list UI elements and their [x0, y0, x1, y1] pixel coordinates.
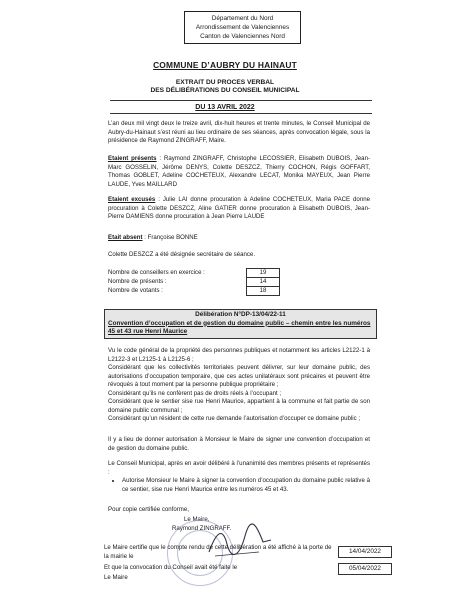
considerant-4: Considérant qu’un résident de cette rue demande l’autorisation d’occuper ce domaine public ;: [108, 415, 361, 422]
considerant-2: Considérant qu’ils ne confèrent pas de droits réels à l’occupant ;: [108, 389, 282, 397]
affichage-date: 14/04/2022: [338, 546, 392, 558]
count-value: 19: [247, 269, 280, 278]
presents-text: : Raymond ZINGRAFF, Christophe LECOSSIER, Elisabeth DUBOIS, Jean-Marc GOSSELIN, Jérôme DENYS, Colette DESZCZ, Thierry COCHON, Régis GOFFART, Thomas GOBLET, Adeline COCHETEUX, Alexandre LECAT, Monika MAYEUX, Jean Pierre LAUDE, Yves MAILLARD: [108, 155, 370, 188]
presents-paragraph: [108, 155, 370, 189]
divider-bottom: [110, 113, 372, 114]
header-arrondissement: Arrondissement de Valenciennes: [195, 24, 290, 31]
secretaire-line: Colette DESZCZ a été désignée secrétaire de séance.: [108, 251, 256, 258]
decision-intro: Le Conseil Municipal, après en avoir délibéré à l’unanimité des membres présents et représentés :: [108, 460, 370, 476]
convocation-date: 05/04/2022: [338, 563, 392, 575]
deliberation-box: [104, 309, 377, 339]
excuses-label: Etaient excusés: [108, 196, 156, 203]
signature-title: Le Maire,: [184, 516, 210, 523]
counts-table: [108, 268, 280, 296]
absent-label: Etait absent: [108, 234, 143, 241]
count-label: Nombre de présents :: [108, 278, 167, 285]
decision-item: • Autorise Monsieur le Maire à signer la convention d’occupation du domaine public relative à ce sentier, sise rue Henri Maurice entre les numéros 45 et 43.: [122, 477, 370, 494]
presents-label: Etaient présents: [108, 155, 157, 162]
vu-line: Vu le code général de la propriété des personnes publiques et notamment les articles L2122-1 à L2122-3 et L2125-1 à L2125-6 ;: [108, 347, 370, 363]
extrait-line2: DES DÉLIBÉRATIONS DU CONSEIL MUNICIPAL: [150, 87, 300, 94]
intro-paragraph: L’an deux mil vingt deux le treize avril, dix-huit heures et trente minutes, le Conseil Municipal de Aubry-du-Hainaut s’est réuni au lieu ordinaire de ses séances, après convocation légale, sous la présidence de Raymond ZINGRAFF, Maire.: [108, 120, 370, 144]
decision-list: [108, 477, 370, 494]
counts-row: [108, 287, 280, 296]
count-label: Nombre de votants :: [108, 287, 163, 294]
administrative-header: [184, 11, 301, 44]
deliberation-subject: Convention d’occupation et de gestion du domaine public – chemin entre les numéros 45 et 43 rue Henri Maurice: [108, 319, 371, 335]
header-departement: Département du Nord: [211, 15, 274, 22]
convocation-text: Et que la convocation du Conseil avait été faite le: [104, 564, 238, 571]
excuses-text: : Julie LAI donne procuration à Adeline COCHETEUX, Maria PACE donne procuration à Colette DESZCZ, Aline GATIER donne procuration à Elisabeth DUBOIS, Jean-Pierre DAMIENS donne procuration à Jean Pierre LAUDE: [108, 196, 370, 220]
decision-block: [108, 460, 370, 494]
footer-maire: Le Maire: [104, 574, 128, 581]
certification-line: Pour copie certifiée conforme,: [108, 506, 189, 513]
signature-name: Raymond ZINGRAFF.: [172, 525, 232, 532]
considerant-3: Considérant que le sentier sise rue Henri Maurice, appartient à la commune et fait partie de son domaine public communal ;: [108, 398, 370, 414]
count-label: Nombre de conseillers en exercice :: [108, 269, 205, 276]
extrait-title: [0, 79, 450, 95]
affichage-text: Le Maire certifie que le compte rendu de cette délibération a été affiché à la porte de la mairie le: [104, 544, 332, 560]
counts-row: [108, 278, 280, 287]
extrait-line1: EXTRAIT DU PROCES VERBAL: [175, 79, 275, 86]
absent-paragraph: [108, 234, 370, 243]
commune-title: COMMUNE D’AUBRY DU HAINAUT: [153, 60, 297, 70]
proposition-paragraph: Il y a lieu de donner autorisation à Monsieur le Maire de signer une convention d’occupation et de gestion du domaine public.: [108, 436, 370, 452]
divider-top: [110, 100, 372, 101]
seance-date: DU 13 AVRIL 2022: [195, 104, 255, 111]
count-value: 18: [247, 287, 280, 296]
header-canton: Canton de Valenciennes Nord: [200, 33, 285, 40]
considerants-block: [108, 347, 370, 424]
absent-text: : Françoise BONNE: [142, 234, 198, 241]
excuses-paragraph: [108, 196, 370, 222]
counts-row: [108, 269, 280, 278]
considerant-1: Considérant que les collectivités territoriales peuvent délivrer, sur leur domaine public, des autorisations d’occupation temporaire, que ces actes unilatéraux sont précaires et peuvent être révoqués à tout moment par la personne publique propriétaire ;: [108, 364, 370, 388]
deliberation-number: Délibération N°DP-13/04/22-11: [195, 311, 286, 318]
count-value: 14: [247, 278, 280, 287]
